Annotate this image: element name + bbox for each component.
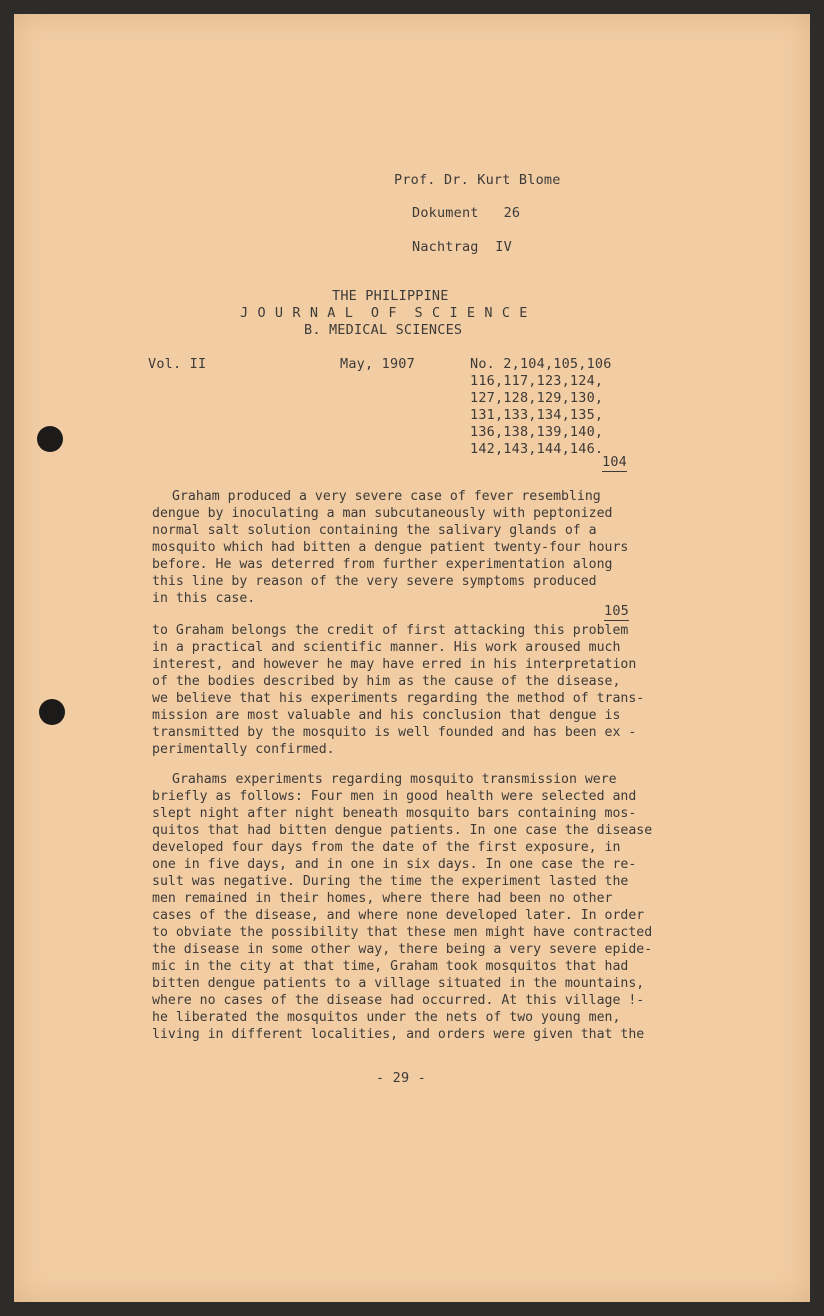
page-number: - 29 - [376, 1070, 426, 1086]
text-line: men remained in their homes, where there had been no other [152, 891, 613, 906]
text-line: where no cases of the disease had occurred. At this village !- [152, 993, 645, 1008]
supplement-number: Nachtrag IV [412, 239, 512, 255]
citation-numbers-line: 131,133,134,135, [470, 407, 604, 423]
text-line: bitten dengue patients to a village situated in the mountains, [152, 976, 645, 991]
journal-section: B. MEDICAL SCIENCES [304, 322, 463, 338]
text-line: interest, and however he may have erred in his interpretation [152, 657, 637, 672]
text-line: of the bodies described by him as the cause of the disease, [152, 674, 621, 689]
punch-hole [39, 699, 65, 725]
text-line: he liberated the mosquitos under the nets of two young men, [152, 1010, 621, 1025]
text-line: we believe that his experiments regarding the method of trans- [152, 691, 645, 706]
text-line: developed four days from the date of the first exposure, in [152, 840, 621, 855]
text-line: living in different localities, and orders were given that the [152, 1027, 645, 1042]
text-line: in a practical and scientific manner. His work aroused much [152, 640, 621, 655]
text-line: mosquito which had bitten a dengue patient twenty-four hours [152, 540, 629, 555]
citation-numbers-line: No. 2,104,105,106 [470, 356, 612, 372]
text-line: cases of the disease, and where none developed later. In order [152, 908, 645, 923]
citation-volume: Vol. II [148, 356, 207, 372]
citation-date: May, 1907 [340, 356, 415, 372]
text-line: transmitted by the mosquito is well founded and has been ex - [152, 725, 637, 740]
page-marker: 104 [602, 454, 627, 470]
document-number: Dokument 26 [412, 205, 521, 221]
author-line: Prof. Dr. Kurt Blome [394, 172, 561, 188]
text-line: the disease in some other way, there being a very severe epide- [152, 942, 653, 957]
text-line: mic in the city at that time, Graham took mosquitos that had [152, 959, 629, 974]
page-marker: 105 [604, 603, 629, 619]
citation-numbers-line: 136,138,139,140, [470, 424, 604, 440]
text-line: to obviate the possibility that these men might have contracted [152, 925, 653, 940]
journal-name: THE PHILIPPINE [332, 288, 449, 304]
text-line: perimentally confirmed. [152, 742, 335, 757]
text-line: sult was negative. During the time the experiment lasted the [152, 874, 629, 889]
text-line: Graham produced a very severe case of fever resembling [172, 489, 601, 504]
citation-numbers-line: 127,128,129,130, [470, 390, 604, 406]
text-line: before. He was deterred from further experimentation along [152, 557, 613, 572]
document-page [14, 14, 810, 1302]
text-line: Grahams experiments regarding mosquito transmission were [172, 772, 617, 787]
text-line: one in five days, and in one in six days. In one case the re- [152, 857, 637, 872]
text-line: dengue by inoculating a man subcutaneously with peptonized [152, 506, 613, 521]
journal-subtitle: J O U R N A L O F S C I E N C E [240, 305, 529, 321]
citation-numbers-line: 142,143,144,146. [470, 441, 604, 457]
text-line: quitos that had bitten dengue patients. In one case the disease [152, 823, 653, 838]
text-line: briefly as follows: Four men in good health were selected and [152, 789, 637, 804]
text-line: mission are most valuable and his conclusion that dengue is [152, 708, 621, 723]
text-line: in this case. [152, 591, 256, 606]
text-line: slept night after night beneath mosquito bars containing mos- [152, 806, 637, 821]
citation-numbers-line: 116,117,123,124, [470, 373, 604, 389]
punch-hole [37, 426, 63, 452]
text-line: normal salt solution containing the salivary glands of a [152, 523, 597, 538]
text-line: to Graham belongs the credit of first attacking this problem [152, 623, 629, 638]
text-line: this line by reason of the very severe symptoms produced [152, 574, 597, 589]
